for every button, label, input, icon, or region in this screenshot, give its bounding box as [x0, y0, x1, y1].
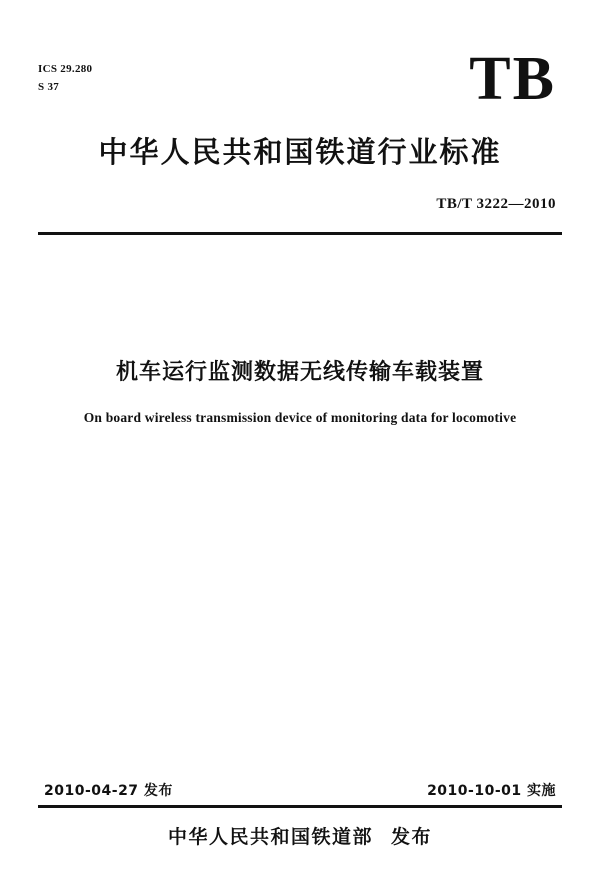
issue-date: 2010-04-27 发布: [44, 783, 173, 799]
publisher-verb: 发布: [391, 826, 433, 848]
ics-code: ICS 29.280: [38, 63, 93, 75]
ics-classification-block: [38, 60, 92, 96]
effective-date: 2010-10-01 实施: [427, 783, 556, 799]
standard-number: TB/T 3222—2010: [436, 196, 556, 212]
publisher-name: 中华人民共和国铁道部: [167, 826, 373, 848]
ccs-code: S 37: [38, 81, 60, 94]
subject-title-chinese: 机车运行监测数据无线传输车载装置: [115, 360, 484, 385]
header-divider: [38, 232, 562, 235]
subject-title-english: On board wireless transmission device of monitoring data for locomotive: [83, 410, 517, 425]
page-title: 中华人民共和国铁道行业标准: [98, 135, 502, 169]
publisher-block: [0, 822, 600, 849]
footer-divider: [38, 805, 562, 808]
tb-logo: TB: [469, 45, 556, 113]
